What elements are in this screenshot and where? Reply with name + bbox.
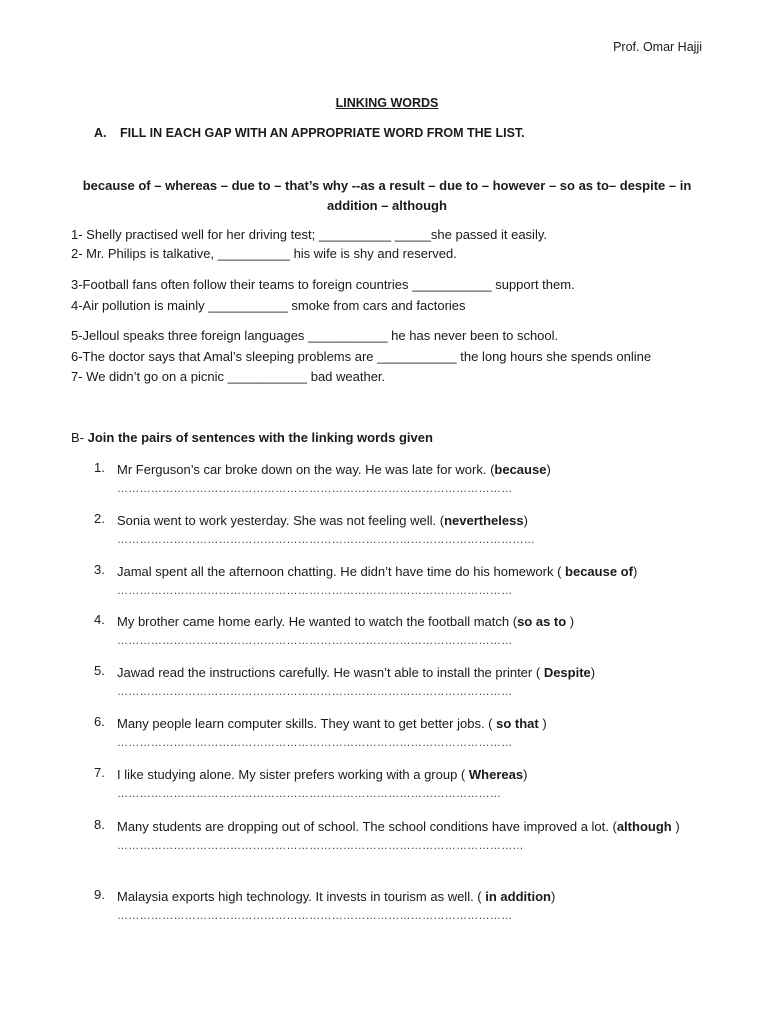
answer-line[interactable]: …………………………………………………………………………………………… bbox=[117, 483, 513, 495]
worksheet-title: LINKING WORDS bbox=[335, 96, 439, 110]
item-sentences: Mr Ferguson’s car broke down on the way. He was late for work. ( bbox=[117, 462, 495, 477]
gap-sentence: 1- Shelly practised well for her driving test; __________ _____she passed it easily. bbox=[71, 227, 547, 242]
gap-sentence: 7- We didn’t go on a picnic ___________ bad weather. bbox=[71, 369, 386, 384]
join-item bbox=[94, 460, 694, 496]
section-a-letter: A. bbox=[94, 126, 107, 140]
item-text bbox=[117, 511, 694, 530]
answer-line[interactable]: …………………………………………………………………………………………… bbox=[117, 910, 513, 922]
item-close: ) bbox=[566, 614, 575, 629]
item-linking-word: so as to bbox=[517, 614, 567, 629]
item-sentences: Many students are dropping out of school. The school conditions have improved a lot. ( bbox=[117, 819, 617, 834]
item-close: ) bbox=[550, 889, 556, 904]
item-text bbox=[117, 887, 694, 906]
join-item bbox=[94, 887, 694, 923]
item-close: ) bbox=[538, 716, 547, 731]
item-text bbox=[117, 612, 694, 631]
item-text bbox=[117, 460, 694, 479]
item-number: 3. bbox=[94, 562, 105, 577]
gap-sentence: 2- Mr. Philips is talkative, __________ his wife is shy and reserved. bbox=[71, 246, 457, 261]
item-close: ) bbox=[590, 665, 596, 680]
join-item bbox=[94, 612, 694, 648]
author-name: Prof. Omar Hajji bbox=[613, 40, 702, 54]
item-sentences: Jawad read the instructions carefully. He wasn’t able to install the printer ( bbox=[117, 665, 544, 680]
section-b-prefix: B- bbox=[71, 430, 88, 445]
gap-sentence: 5-Jelloul speaks three foreign languages ___________ he has never been to school. bbox=[71, 328, 559, 343]
item-close: ) bbox=[632, 564, 638, 579]
item-close: ) bbox=[523, 767, 528, 782]
item-number: 2. bbox=[94, 511, 105, 526]
join-item bbox=[94, 817, 694, 853]
item-close: ) bbox=[546, 462, 551, 477]
join-item bbox=[94, 511, 694, 547]
item-close: ) bbox=[671, 819, 680, 834]
gap-sentence: 6-The doctor says that Amal’s sleeping problems are ___________ the long hours she spends online bbox=[71, 349, 652, 364]
item-linking-word: in addition bbox=[485, 889, 551, 904]
item-linking-word: because of bbox=[565, 564, 633, 579]
item-close: ) bbox=[523, 513, 528, 528]
answer-line[interactable]: ………………………………………………………………………………………… bbox=[117, 788, 502, 800]
item-text bbox=[117, 817, 694, 836]
answer-line[interactable]: ………………………………………………………………………………………………… bbox=[117, 534, 536, 546]
item-number: 9. bbox=[94, 887, 105, 902]
item-text bbox=[117, 663, 694, 682]
item-linking-word: although bbox=[616, 819, 672, 834]
item-number: 8. bbox=[94, 817, 105, 832]
join-item bbox=[94, 663, 694, 699]
answer-line[interactable]: …………………………………………………………………………………………… bbox=[117, 585, 513, 597]
item-linking-word: nevertheless bbox=[444, 513, 524, 528]
answer-line[interactable]: …………………………………………………………………………………………… bbox=[117, 635, 513, 647]
join-item bbox=[94, 765, 694, 801]
item-number: 4. bbox=[94, 612, 105, 627]
item-sentences: My brother came home early. He wanted to watch the football match ( bbox=[117, 614, 518, 629]
item-sentences: I like studying alone. My sister prefers working with a group ( bbox=[117, 767, 469, 782]
item-linking-word: Despite bbox=[543, 665, 591, 680]
item-text bbox=[117, 562, 694, 581]
join-item bbox=[94, 562, 694, 598]
section-b-instruction: Join the pairs of sentences with the linking words given bbox=[87, 430, 433, 445]
item-number: 5. bbox=[94, 663, 105, 678]
section-b-heading bbox=[71, 430, 433, 445]
answer-line[interactable]: …………………………………………………………………………………………… bbox=[117, 686, 513, 698]
section-a-instruction: FILL IN EACH GAP WITH AN APPROPRIATE WORD FROM THE LIST. bbox=[120, 126, 525, 140]
item-linking-word: because bbox=[494, 462, 547, 477]
answer-line[interactable]: …………………………………………………………………………………………… bbox=[117, 737, 513, 749]
item-sentences: Malaysia exports high technology. It invests in tourism as well. ( bbox=[117, 889, 486, 904]
gap-sentence: 3-Football fans often follow their teams to foreign countries ___________ support them. bbox=[71, 277, 575, 292]
item-linking-word: Whereas bbox=[468, 767, 524, 782]
word-list: because of – whereas – due to – that’s why --as a result – due to – however – so as to– despite – in addition – although bbox=[82, 178, 692, 213]
gap-sentence: 4-Air pollution is mainly ___________ smoke from cars and factories bbox=[71, 298, 466, 313]
item-number: 1. bbox=[94, 460, 105, 475]
join-item bbox=[94, 714, 694, 750]
section-a-heading bbox=[94, 126, 525, 140]
item-linking-word: so that bbox=[496, 716, 539, 731]
item-sentences: Jamal spent all the afternoon chatting. He didn’t have time do his homework ( bbox=[117, 564, 566, 579]
item-number: 7. bbox=[94, 765, 105, 780]
item-sentences: Many people learn computer skills. They want to get better jobs. ( bbox=[117, 716, 497, 731]
answer-line[interactable]: ……………………………………………………………………………………………… bbox=[117, 840, 524, 852]
item-text bbox=[117, 714, 694, 733]
item-number: 6. bbox=[94, 714, 105, 729]
item-sentences: Sonia went to work yesterday. She was not feeling well. ( bbox=[117, 513, 445, 528]
item-text bbox=[117, 765, 694, 784]
